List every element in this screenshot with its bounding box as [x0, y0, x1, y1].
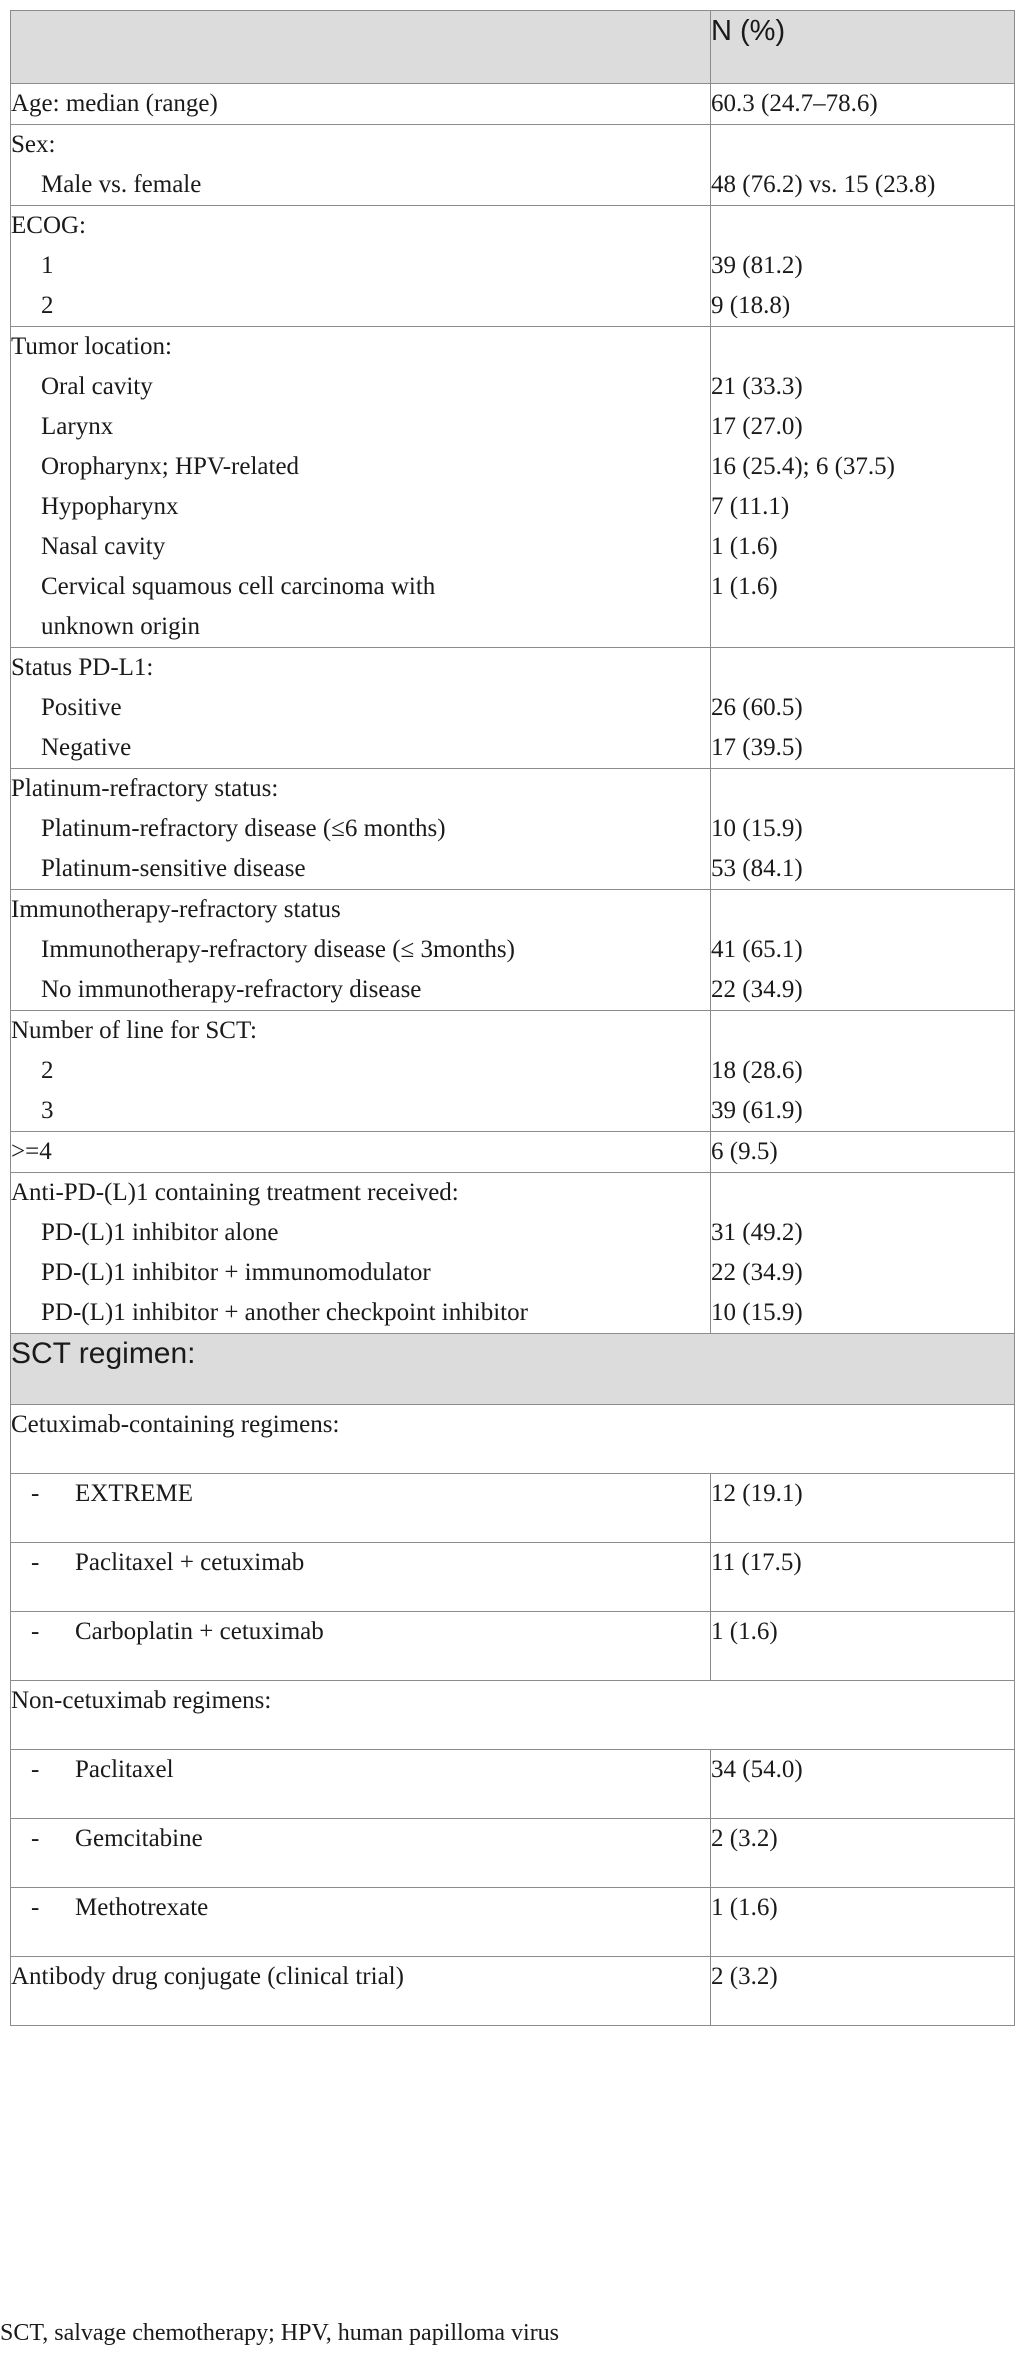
group-title: Age: median (range) — [11, 90, 218, 117]
group-title-value — [711, 1173, 1014, 1213]
regimen-row — [11, 1612, 1015, 1681]
group-title: Tumor location: — [11, 333, 172, 360]
regimen-label: Methotrexate — [75, 1894, 209, 1921]
item-label: Hypopharynx — [41, 493, 179, 520]
regimen-label-cell — [11, 1543, 711, 1612]
table-row — [11, 648, 1015, 769]
item-label: 1 — [41, 252, 54, 279]
table-row — [11, 890, 1015, 1011]
item-value: 26 (60.5) — [711, 694, 803, 721]
row-value-cell — [711, 327, 1015, 648]
regimen-value: 1 (1.6) — [711, 1612, 1015, 1681]
regimen-label: Paclitaxel + cetuximab — [75, 1549, 305, 1576]
item-value: 31 (49.2) — [711, 1219, 803, 1246]
regimen-value: 2 (3.2) — [711, 1819, 1015, 1888]
dash-bullet: - — [31, 1894, 40, 1921]
item-label: Negative — [41, 734, 132, 761]
item-label: No immunotherapy-refractory disease — [41, 976, 422, 1003]
regimen-label-cell — [11, 1474, 711, 1543]
group-title: Sex: — [11, 131, 56, 158]
item-value: 17 (39.5) — [711, 734, 803, 761]
regimen-label: Gemcitabine — [75, 1825, 203, 1852]
regimen-label-cell — [11, 1819, 711, 1888]
table-row — [11, 206, 1015, 327]
dash-bullet: - — [31, 1480, 40, 1507]
row-label-cell — [11, 1011, 711, 1132]
item-value: 17 (27.0) — [711, 413, 803, 440]
item-label: PD-(L)1 inhibitor alone — [41, 1219, 279, 1246]
item-label: 2 — [41, 292, 54, 319]
row-value-cell — [711, 648, 1015, 769]
group-title: Anti-PD-(L)1 containing treatment received: — [11, 1179, 459, 1206]
item-value: 18 (28.6) — [711, 1057, 803, 1084]
group-title: Number of line for SCT: — [11, 1017, 257, 1044]
regimen-row — [11, 1750, 1015, 1819]
regimen-value: 11 (17.5) — [711, 1543, 1015, 1612]
characteristics-table — [10, 10, 1015, 2026]
regimen-label-cell — [11, 1888, 711, 1957]
regimen-value: 12 (19.1) — [711, 1474, 1015, 1543]
item-label: Oropharynx; HPV-related — [41, 453, 300, 480]
section-title: SCT regimen: — [11, 1334, 1015, 1405]
item-label: PD-(L)1 inhibitor + another checkpoint inhibitor — [41, 1299, 528, 1326]
item-value: 39 (61.9) — [711, 1097, 803, 1124]
table-header-row — [11, 11, 1015, 84]
item-value: 10 (15.9) — [711, 1299, 803, 1326]
item-value: 10 (15.9) — [711, 815, 803, 842]
item-label: Larynx — [41, 413, 114, 440]
item-label: 3 — [41, 1097, 54, 1124]
regimen-label: Carboplatin + cetuximab — [75, 1618, 324, 1645]
regimen-group-title: Cetuximab-containing regimens: — [11, 1405, 1015, 1474]
item-value: 7 (11.1) — [711, 493, 790, 520]
table-row — [11, 327, 1015, 648]
row-label-cell — [11, 1173, 711, 1334]
dash-bullet: - — [31, 1618, 40, 1645]
group-title-value — [711, 125, 1014, 165]
item-value: 16 (25.4); 6 (37.5) — [711, 453, 895, 480]
item-value: 1 (1.6) — [711, 533, 778, 560]
table-row — [11, 84, 1015, 125]
row-label-cell — [11, 206, 711, 327]
item-value: 21 (33.3) — [711, 373, 803, 400]
item-label: Platinum-refractory disease (≤6 months) — [41, 815, 446, 842]
regimen-label-cell — [11, 1750, 711, 1819]
table-row — [11, 1132, 1015, 1173]
regimen-value: 1 (1.6) — [711, 1888, 1015, 1957]
regimen-row — [11, 1819, 1015, 1888]
header-col1 — [11, 11, 711, 84]
item-label: unknown origin — [41, 613, 201, 640]
regimen-row — [11, 1888, 1015, 1957]
item-value: 22 (34.9) — [711, 976, 803, 1003]
item-value: 48 (76.2) vs. 15 (23.8) — [711, 171, 936, 198]
regimen-group-title: Non-cetuximab regimens: — [11, 1681, 1015, 1750]
last-row-label: Antibody drug conjugate (clinical trial) — [11, 1957, 711, 2026]
row-label-cell — [11, 125, 711, 206]
dash-bullet: - — [31, 1825, 40, 1852]
group-title-value: 6 (9.5) — [711, 1138, 778, 1165]
item-value: 41 (65.1) — [711, 936, 803, 963]
item-value: 1 (1.6) — [711, 573, 778, 600]
item-label: Immunotherapy-refractory disease (≤ 3months) — [41, 936, 515, 963]
group-title-value — [711, 327, 1014, 367]
group-title: >=4 — [11, 1138, 52, 1165]
group-title-value — [711, 769, 1014, 809]
row-value-cell — [711, 1132, 1015, 1173]
group-title-value — [711, 1011, 1014, 1051]
regimen-label-cell — [11, 1612, 711, 1681]
dash-bullet: - — [31, 1549, 40, 1576]
table-row — [11, 769, 1015, 890]
item-label: Cervical squamous cell carcinoma with — [41, 573, 436, 600]
last-row-value: 2 (3.2) — [711, 1957, 1015, 2026]
item-value: 22 (34.9) — [711, 1259, 803, 1286]
regimen-row — [11, 1474, 1015, 1543]
row-value-cell — [711, 769, 1015, 890]
row-label-cell — [11, 769, 711, 890]
row-value-cell — [711, 206, 1015, 327]
regimen-group-row — [11, 1405, 1015, 1474]
group-title: ECOG: — [11, 212, 86, 239]
row-label-cell — [11, 327, 711, 648]
regimen-label: EXTREME — [75, 1480, 194, 1507]
regimen-label: Paclitaxel — [75, 1756, 174, 1783]
row-label-cell — [11, 648, 711, 769]
item-value: 39 (81.2) — [711, 252, 803, 279]
group-title: Status PD-L1: — [11, 654, 154, 681]
item-label: Platinum-sensitive disease — [41, 855, 306, 882]
item-value: 9 (18.8) — [711, 292, 791, 319]
item-value: 53 (84.1) — [711, 855, 803, 882]
table-footnote: SCT, salvage chemotherapy; HPV, human papilloma virus — [0, 2320, 560, 2346]
row-value-cell — [711, 890, 1015, 1011]
item-label: Positive — [41, 694, 122, 721]
group-title: Immunotherapy-refractory status — [11, 896, 341, 923]
regimen-group-row — [11, 1681, 1015, 1750]
header-col2: N (%) — [711, 11, 1015, 84]
group-title-value — [711, 206, 1014, 246]
item-label: Nasal cavity — [41, 533, 166, 560]
row-value-cell — [711, 1173, 1015, 1334]
table-body — [11, 84, 1015, 2026]
dash-bullet: - — [31, 1756, 40, 1783]
row-label-cell — [11, 84, 711, 125]
row-value-cell — [711, 1011, 1015, 1132]
regimen-value: 34 (54.0) — [711, 1750, 1015, 1819]
item-label: PD-(L)1 inhibitor + immunomodulator — [41, 1259, 431, 1286]
row-value-cell — [711, 125, 1015, 206]
table-row — [11, 1957, 1015, 2026]
group-title-value — [711, 890, 1014, 930]
item-label: Oral cavity — [41, 373, 153, 400]
section-row — [11, 1334, 1015, 1405]
row-value-cell — [711, 84, 1015, 125]
table-row — [11, 1011, 1015, 1132]
group-title-value: 60.3 (24.7–78.6) — [711, 90, 878, 117]
group-title-value — [711, 648, 1014, 688]
group-title: Platinum-refractory status: — [11, 775, 279, 802]
item-label: 2 — [41, 1057, 54, 1084]
item-value — [711, 607, 1014, 647]
row-label-cell — [11, 1132, 711, 1173]
regimen-row — [11, 1543, 1015, 1612]
table-row — [11, 125, 1015, 206]
item-label: Male vs. female — [41, 171, 202, 198]
table-row — [11, 1173, 1015, 1334]
row-label-cell — [11, 890, 711, 1011]
